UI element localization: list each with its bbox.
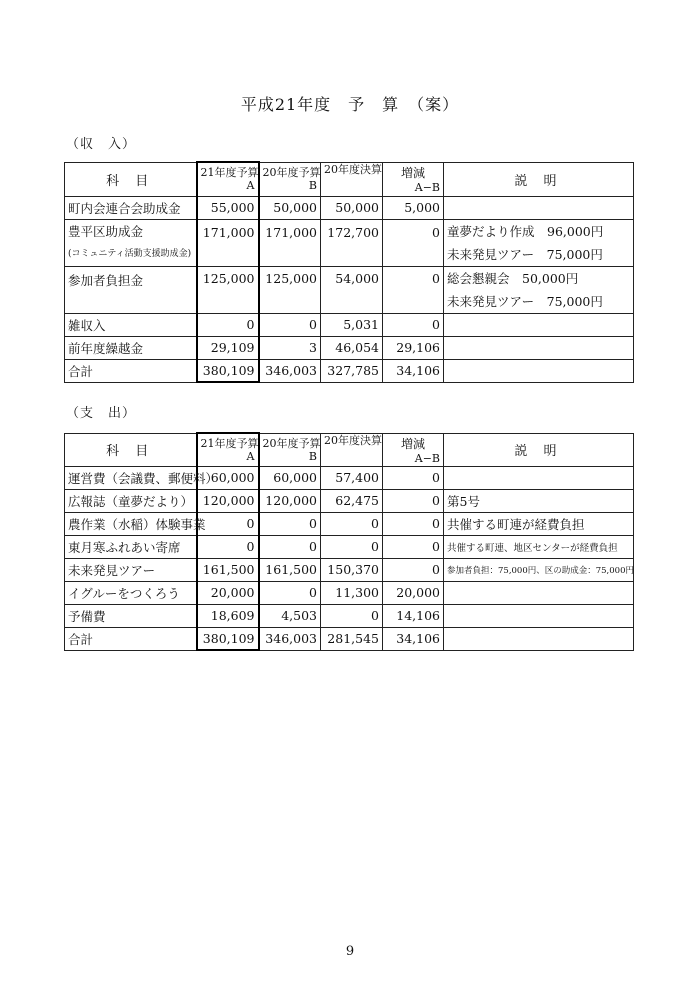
expense-header-b: [259, 433, 321, 466]
row-value-c: 11,300: [321, 581, 383, 604]
row-value-a: 20,000: [197, 581, 259, 604]
row-value-diff: 0: [383, 266, 444, 313]
row-explanation: 参加者負担：75,000円、区の助成金：75,000円: [444, 558, 634, 581]
row-explanation: [444, 336, 634, 359]
income-header-diff-top: 増減: [400, 166, 425, 180]
row-value-b: 60,000: [259, 466, 321, 489]
row-value-b: 161,500: [259, 558, 321, 581]
row-value-b: 171,000: [259, 219, 321, 266]
expense-header-a: [197, 433, 259, 466]
row-item: 参加者負担金: [65, 266, 197, 313]
row-value-b: 0: [259, 512, 321, 535]
row-value-a: 0: [197, 535, 259, 558]
row-value-diff: 0: [383, 558, 444, 581]
row-explanation: [444, 313, 634, 336]
expense-header-item: 科 目: [65, 433, 197, 466]
total-row: [65, 359, 634, 382]
table-row: [65, 489, 634, 512]
row-value-diff: 20,000: [383, 581, 444, 604]
row-explanation-line: 総会懇親会 50,000円: [447, 270, 579, 286]
row-explanation: [444, 219, 634, 266]
expense-header-b-top: 20年度予算: [262, 436, 321, 450]
row-item: 東月寒ふれあい寄席: [65, 535, 197, 558]
row-value-c: 172,700: [321, 219, 383, 266]
income-header-b-top: 20年度予算: [262, 166, 321, 179]
row-item: 運営費（会議費、郵便料）: [65, 466, 197, 489]
row-value-c: 46,054: [321, 336, 383, 359]
income-header-diff-bottom: A−B: [414, 181, 440, 194]
row-item: 合計: [65, 359, 197, 382]
row-value-b: 0: [259, 535, 321, 558]
row-value-b: 3: [259, 336, 321, 359]
row-value-a: 380,109: [197, 627, 259, 650]
income-header-a-bottom: A: [246, 179, 255, 193]
row-value-a: 125,000: [197, 266, 259, 313]
row-value-diff: 0: [383, 535, 444, 558]
income-header-a-top: 21年度予算: [200, 166, 259, 180]
row-explanation-line: 未来発見ツアー 75,000円: [447, 293, 603, 309]
income-section-label: （収 入）: [66, 137, 137, 152]
row-value-a: 171,000: [197, 219, 259, 266]
row-item: 予備費: [65, 604, 197, 627]
row-item: [65, 219, 197, 266]
expense-header-a-top: 21年度予算: [200, 436, 259, 450]
row-explanation: [444, 604, 634, 627]
row-value-diff: 0: [383, 313, 444, 336]
table-row: [65, 336, 634, 359]
row-item: 雑収入: [65, 313, 197, 336]
row-item: 広報誌（童夢だより）: [65, 489, 197, 512]
row-value-b: 0: [259, 581, 321, 604]
expense-header-diff: [383, 433, 444, 466]
row-value-diff: 0: [383, 512, 444, 535]
row-value-c: 62,475: [321, 489, 383, 512]
table-row: [65, 512, 634, 535]
income-header-a: [197, 162, 259, 196]
row-item: イグルーをつくろう: [65, 581, 197, 604]
row-explanation-line: 童夢だより作成 96,000円: [447, 223, 604, 239]
expense-header-diff-bottom: A−B: [414, 451, 440, 465]
table-row: [65, 466, 634, 489]
row-item-sublabel: (コミュニティ活動支援助成金): [68, 248, 192, 259]
table-row: [65, 219, 634, 266]
page-number: 9: [345, 944, 355, 959]
expense-header-c: [321, 433, 383, 466]
page-title: 平成21年度 予 算 （案）: [240, 95, 460, 114]
row-value-diff: 5,000: [383, 196, 444, 219]
table-row: [65, 581, 634, 604]
row-value-c: 5,031: [321, 313, 383, 336]
row-value-a: 161,500: [197, 558, 259, 581]
table-row: [65, 558, 634, 581]
row-value-diff: 0: [383, 219, 444, 266]
row-value-a: 29,109: [197, 336, 259, 359]
row-item-label: 豊平区助成金: [68, 223, 144, 239]
row-value-b: 50,000: [259, 196, 321, 219]
row-value-b: 0: [259, 313, 321, 336]
expense-section-label: （支 出）: [66, 406, 137, 421]
income-header-explanation: 説 明: [444, 162, 634, 196]
row-value-a: 55,000: [197, 196, 259, 219]
row-explanation: [444, 359, 634, 382]
row-explanation: 共催する町連が経費負担: [444, 512, 634, 535]
row-value-diff: 0: [383, 489, 444, 512]
table-row: [65, 604, 634, 627]
row-value-c: 54,000: [321, 266, 383, 313]
row-value-diff: 34,106: [383, 627, 444, 650]
row-value-a: 0: [197, 313, 259, 336]
row-explanation: [444, 466, 634, 489]
row-value-c: 50,000: [321, 196, 383, 219]
row-value-c: 0: [321, 535, 383, 558]
row-value-a: 18,609: [197, 604, 259, 627]
total-row: [65, 627, 634, 650]
row-explanation: 共催する町連、地区センターが経費負担: [444, 535, 634, 558]
row-value-b: 4,503: [259, 604, 321, 627]
expense-header-b-bottom: B: [308, 449, 317, 463]
row-item: 合計: [65, 627, 197, 650]
row-item: 前年度繰越金: [65, 336, 197, 359]
expense-header-row: [65, 433, 634, 466]
expense-header-c-top: 20年度決算: [324, 433, 382, 447]
row-value-b: 346,003: [259, 359, 321, 382]
table-row: [65, 196, 634, 219]
row-item: 町内会連合会助成金: [65, 196, 197, 219]
row-explanation-line: 未来発見ツアー 75,000円: [447, 246, 603, 262]
income-header-diff: [383, 162, 444, 196]
row-value-c: 57,400: [321, 466, 383, 489]
row-value-c: 150,370: [321, 558, 383, 581]
row-value-diff: 14,106: [383, 604, 444, 627]
row-explanation: 第5号: [444, 489, 634, 512]
income-header-item: 科 目: [65, 162, 197, 196]
row-item: 未来発見ツアー: [65, 558, 197, 581]
row-value-c: 0: [321, 512, 383, 535]
row-value-a: 60,000: [197, 466, 259, 489]
row-value-b: 120,000: [259, 489, 321, 512]
row-value-a: 120,000: [197, 489, 259, 512]
row-item: 農作業（水稲）体験事業: [65, 512, 197, 535]
row-value-diff: 34,106: [383, 359, 444, 382]
row-explanation: [444, 266, 634, 313]
income-table: [64, 161, 634, 383]
expense-header-a-bottom: A: [246, 449, 255, 463]
row-value-c: 281,545: [321, 627, 383, 650]
row-explanation: [444, 196, 634, 219]
expense-header-diff-top: 増減: [400, 436, 425, 451]
row-value-c: 0: [321, 604, 383, 627]
row-value-a: 0: [197, 512, 259, 535]
income-header-b: [259, 162, 321, 196]
row-explanation: [444, 581, 634, 604]
income-header-c: [321, 162, 383, 196]
row-explanation: [444, 627, 634, 650]
expense-header-explanation: 説 明: [444, 433, 634, 466]
row-value-b: 346,003: [259, 627, 321, 650]
expense-table: [64, 432, 634, 651]
row-value-diff: 0: [383, 466, 444, 489]
row-value-a: 380,109: [197, 359, 259, 382]
income-header-b-bottom: B: [308, 179, 317, 192]
income-header-row: [65, 162, 634, 196]
table-row: [65, 266, 634, 313]
table-row: [65, 313, 634, 336]
row-value-c: 327,785: [321, 359, 383, 382]
row-value-b: 125,000: [259, 266, 321, 313]
income-header-c-top: 20年度決算: [324, 162, 382, 176]
table-row: [65, 535, 634, 558]
row-value-diff: 29,106: [383, 336, 444, 359]
